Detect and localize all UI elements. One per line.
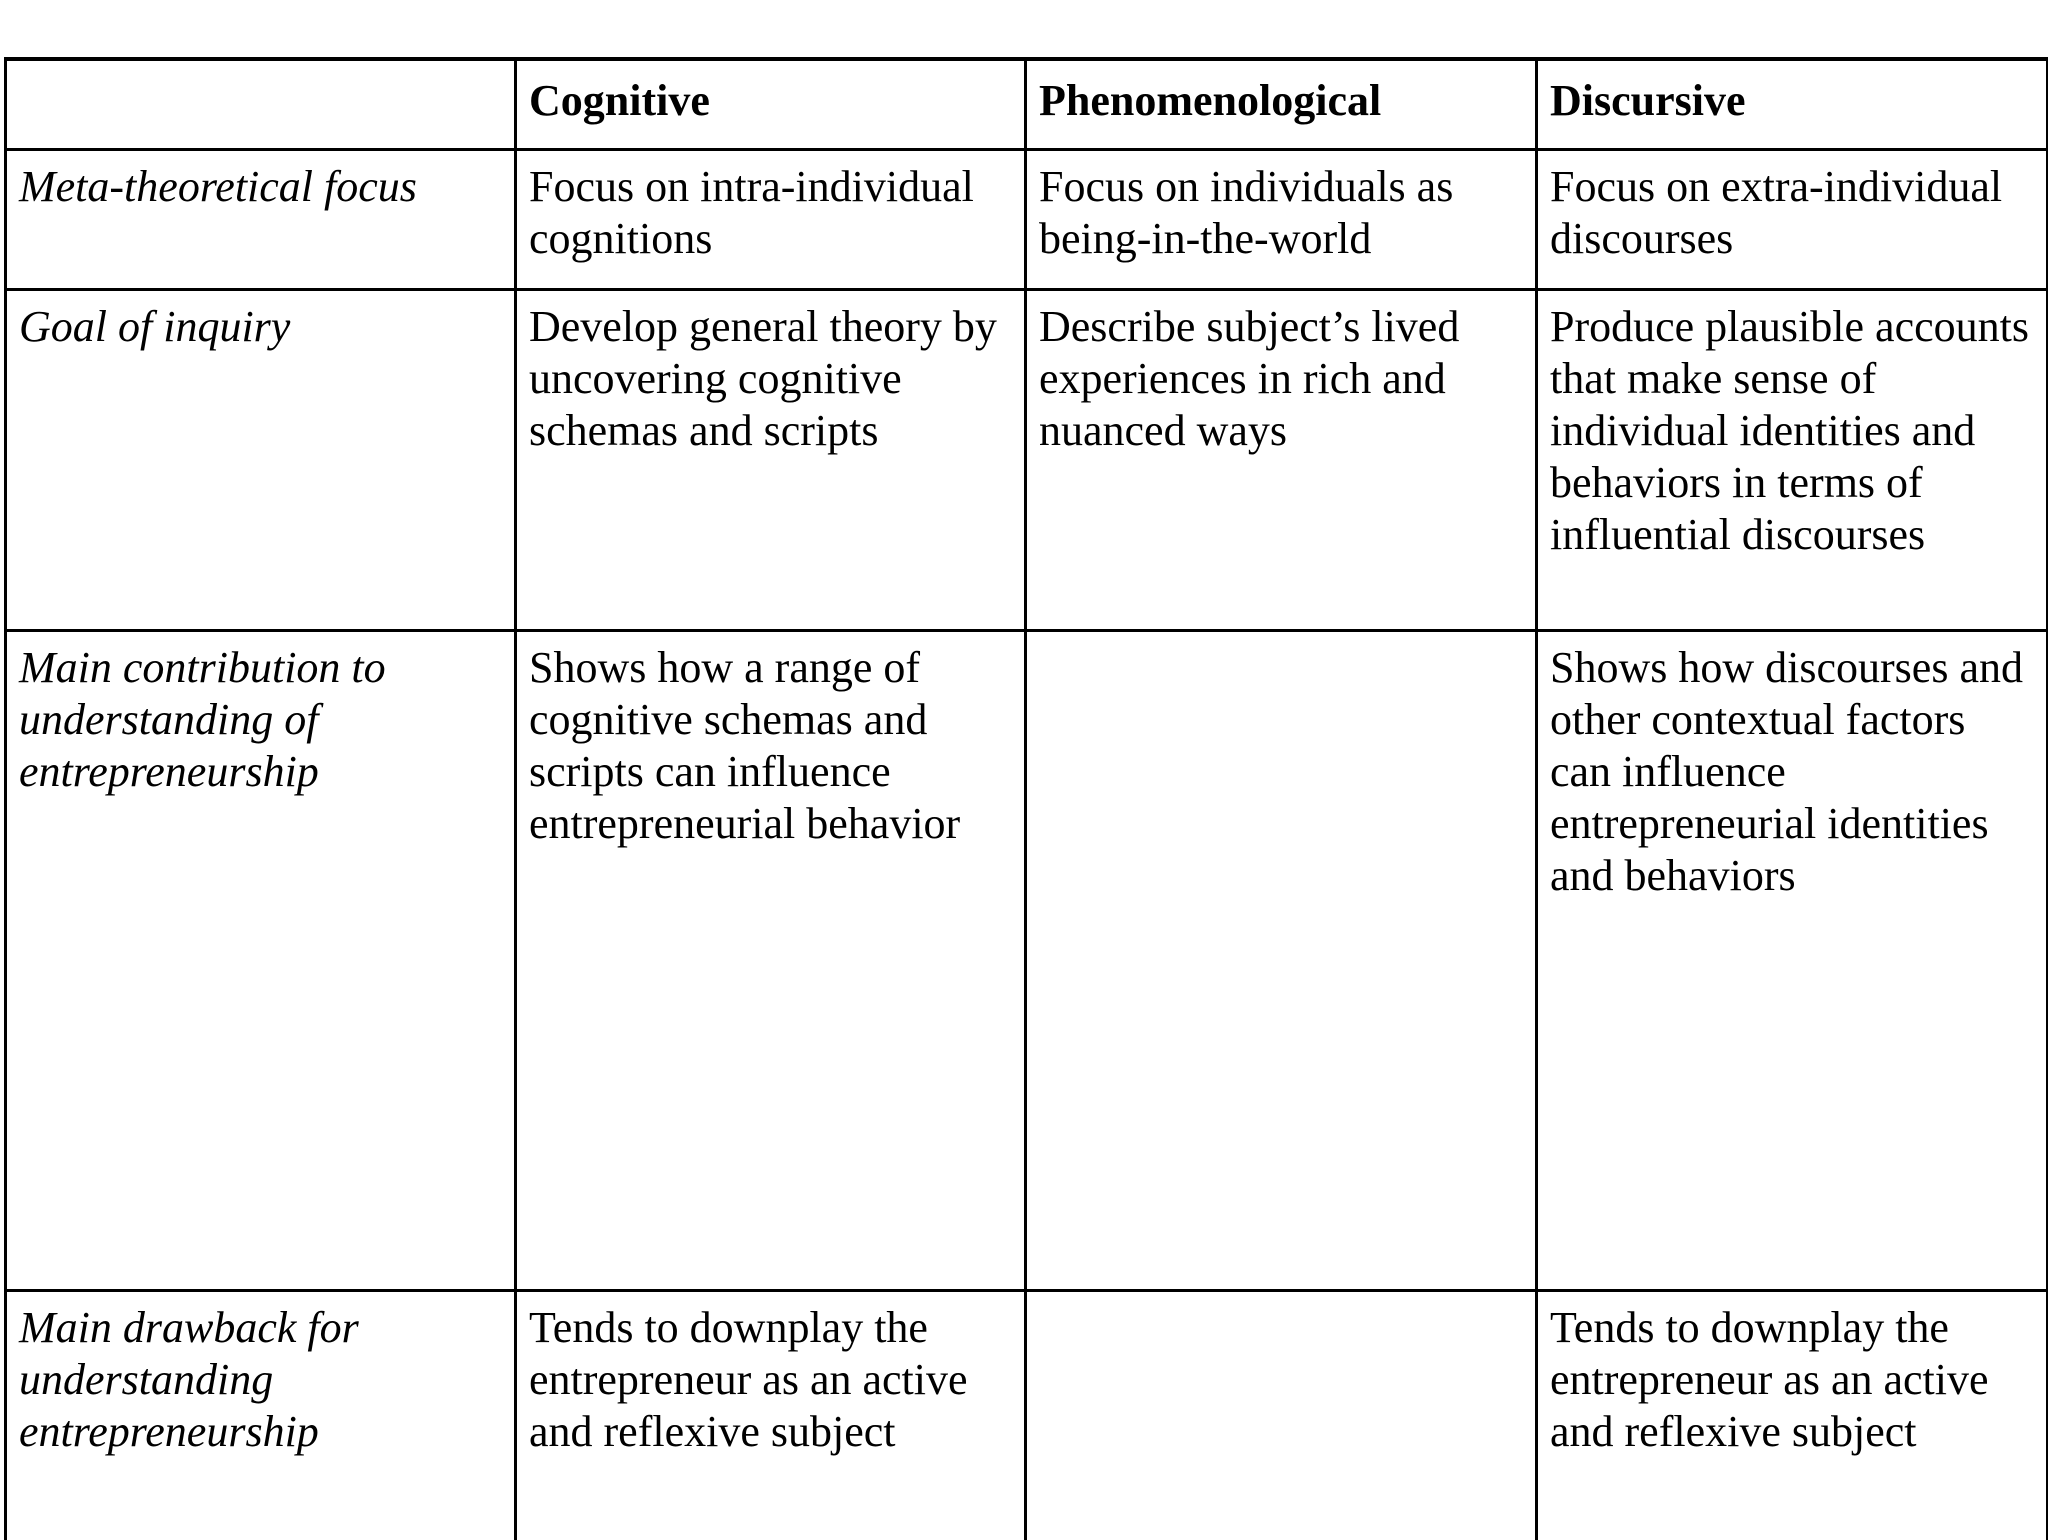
row-label: Main drawback for understanding entrepreneurship (6, 1290, 516, 1540)
table-row-main-contribution (6, 630, 2048, 1290)
comparison-table (4, 57, 2048, 1540)
row-label: Goal of inquiry (6, 289, 516, 630)
cell-phenomenological (1026, 630, 1537, 1290)
cell-discursive: Shows how discourses and other contextual factors can influence entrepreneurial identities and behaviors (1537, 630, 2048, 1290)
cell-phenomenological (1026, 1290, 1537, 1540)
cell-cognitive: Shows how a range of cognitive schemas and scripts can influence entrepreneurial behavior (516, 630, 1026, 1290)
row-label: Meta-theoretical focus (6, 149, 516, 289)
row-label: Main contribution to understanding of entrepreneurship (6, 630, 516, 1290)
cell-phenomenological: Focus on individuals as being-in-the-world (1026, 149, 1537, 289)
header-cognitive: Cognitive (516, 59, 1026, 149)
cell-cognitive: Develop general theory by uncovering cognitive schemas and scripts (516, 289, 1026, 630)
table-header-row (6, 59, 2048, 149)
cell-cognitive: Focus on intra-individual cognitions (516, 149, 1026, 289)
cell-discursive: Tends to downplay the entrepreneur as an active and reflexive subject (1537, 1290, 2048, 1540)
header-corner-cell (6, 59, 516, 149)
table-row-meta-theoretical-focus (6, 149, 2048, 289)
header-phenomenological: Phenomenological (1026, 59, 1537, 149)
table-row-goal-of-inquiry (6, 289, 2048, 630)
cell-discursive: Produce plausible accounts that make sense of individual identities and behaviors in terms of influential discourses (1537, 289, 2048, 630)
cell-discursive: Focus on extra-individual discourses (1537, 149, 2048, 289)
cell-cognitive: Tends to downplay the entrepreneur as an active and reflexive subject (516, 1290, 1026, 1540)
cell-phenomenological: Describe subject’s lived experiences in rich and nuanced ways (1026, 289, 1537, 630)
header-discursive: Discursive (1537, 59, 2048, 149)
table-row-main-drawback (6, 1290, 2048, 1540)
